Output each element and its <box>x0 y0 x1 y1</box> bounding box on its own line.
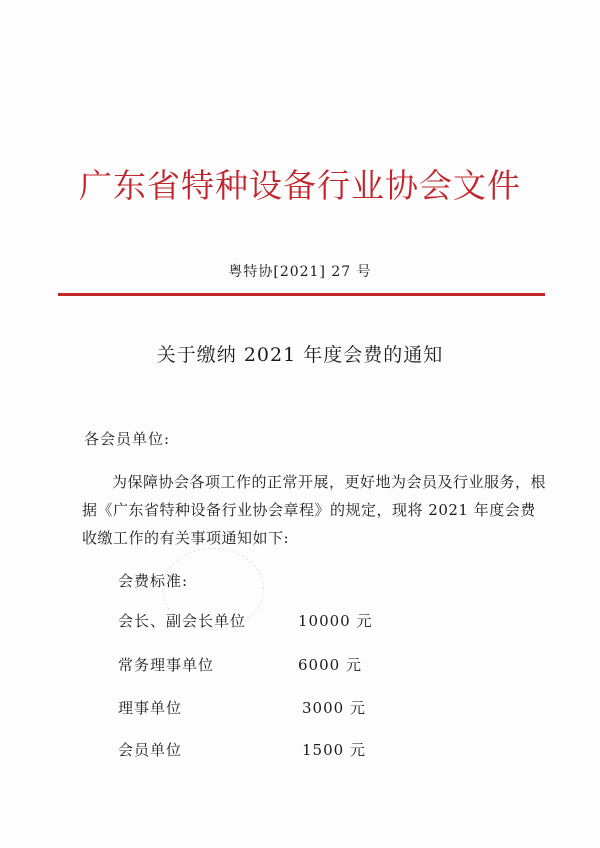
fee-row <box>118 697 418 719</box>
fee-row-amount: 1500 元 <box>302 741 366 759</box>
notice-subject: 关于缴纳 2021 年度会费的通知 <box>156 344 444 366</box>
body-paragraph: 为保障协会各项工作的正常开展，更好地为会员及行业服务，根据《广东省特种设备行业协会章程》的规定，现将 2021 年度会费收缴工作的有关事项通知如下: <box>82 473 547 547</box>
fee-row-name: 会员单位 <box>118 741 183 759</box>
document-number: 粤特协[2021] 27 号 <box>228 264 372 280</box>
fee-row <box>118 654 418 676</box>
fee-row-amount: 10000 元 <box>298 612 373 630</box>
salutation: 各会员单位: <box>84 430 171 448</box>
document-header-title: 广东省特种设备行业协会文件 <box>79 166 521 205</box>
header-divider <box>58 293 545 296</box>
fee-row-name: 会长、副会长单位 <box>118 612 247 630</box>
fee-row-name: 常务理事单位 <box>118 656 215 674</box>
fee-row-name: 理事单位 <box>118 699 183 717</box>
fee-row-amount: 6000 元 <box>298 656 362 674</box>
fee-row <box>118 610 418 632</box>
fee-row-amount: 3000 元 <box>302 699 366 717</box>
fee-standard-label: 会费标准: <box>118 572 189 590</box>
fee-row <box>118 739 418 761</box>
